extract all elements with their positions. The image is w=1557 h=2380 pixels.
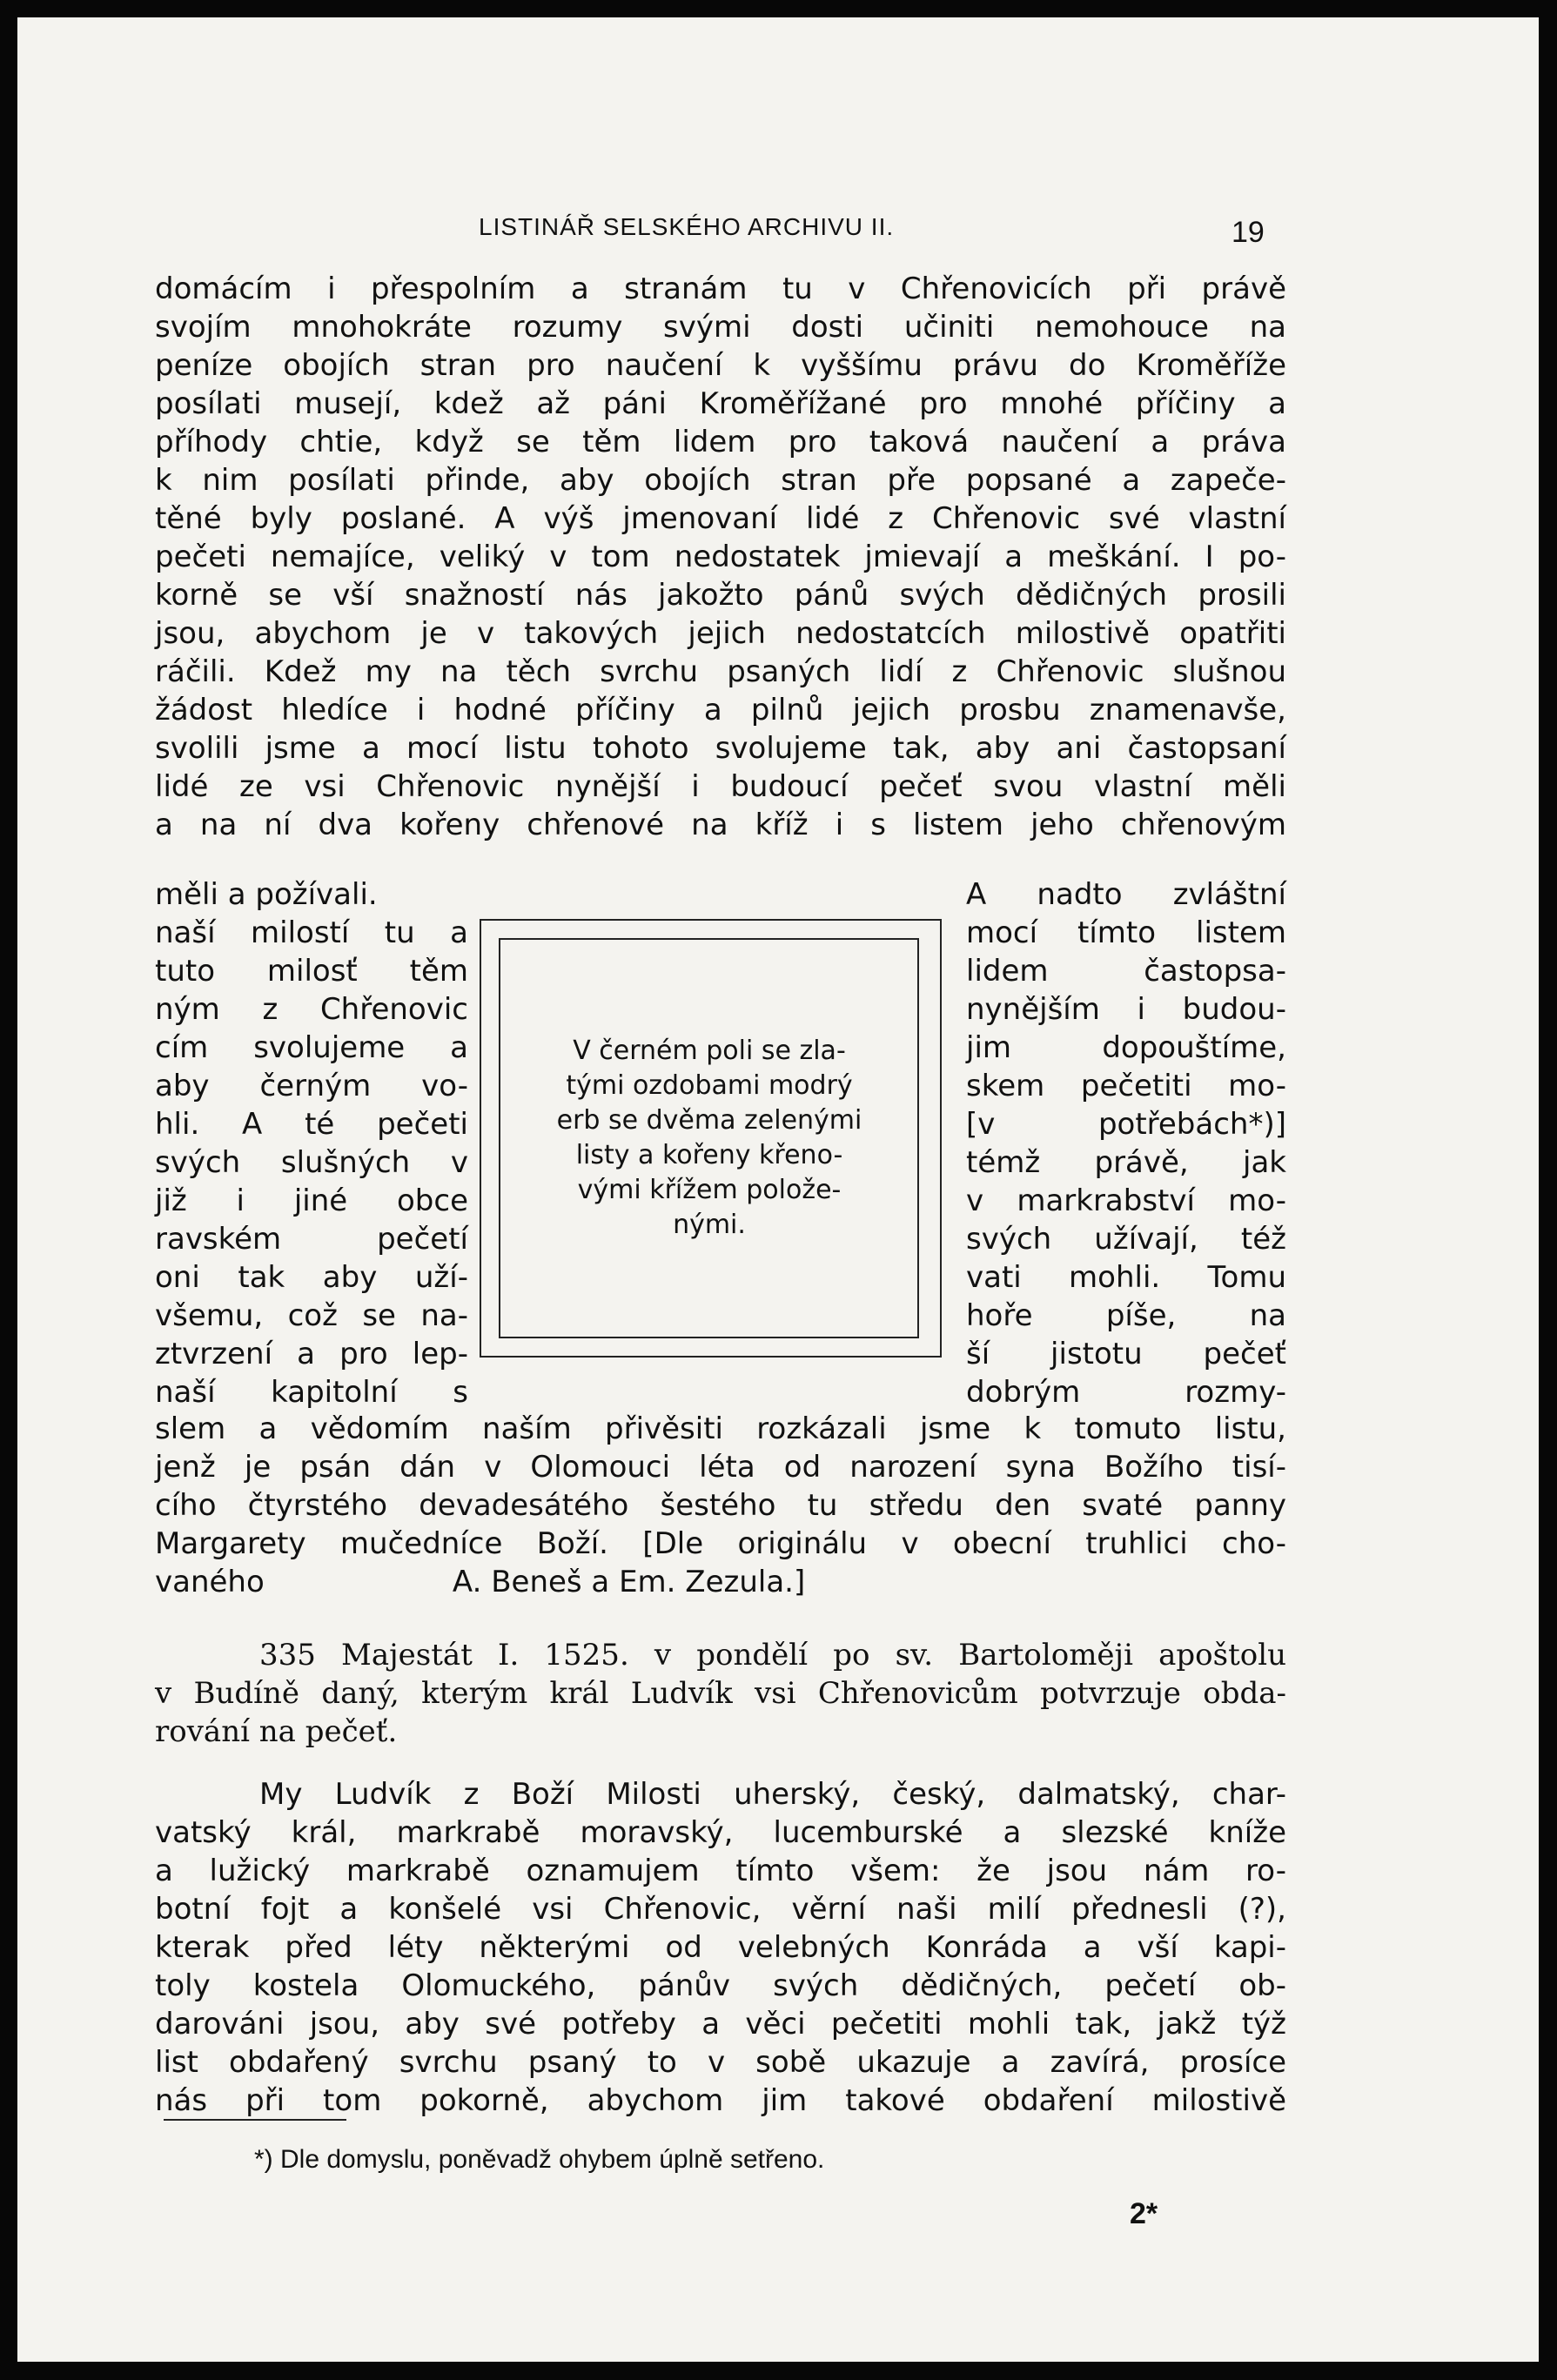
seal-line: listy a kořeny křeno- [575,1140,843,1170]
text-line: nás při tom pokorně, abychom jim takové obdaření milostivě [155,2083,1286,2118]
text-line: vatský král, markrabě moravský, lucemburské a slezské kníže [155,1815,1286,1850]
text-line: pečeti nemajíce, veliký v tom nedostatek jmievají a meškání. I po- [155,540,1286,574]
text-line: list obdařený svrchu psaný to v sobě ukazuje a zavírá, prosíce [155,2045,1286,2080]
text-line: darováni jsou, aby své potřeby a věci pečetiti mohli tak, jakž týž [155,2007,1286,2041]
text-line: témž právě, jak [966,1145,1286,1180]
seal-line: tými ozdobami modrý [566,1070,853,1101]
closing-paragraph [155,1410,1286,1601]
text-line: a lužický markrabě oznamujem tímto všem: že jsou nám ro- [155,1854,1286,1888]
text-line: toly kostela Olomuckého, pánův svých dědičných, pečetí ob- [155,1968,1286,2003]
text-line: ráčili. Kdež my na těch svrchu psaných lidí z Chřenovic slušnou [155,654,1286,689]
text-line: jim dopouštíme, [966,1030,1286,1065]
text-line: ztvrzení a pro lep- [155,1337,468,1371]
text-line: těné byly poslané. A výš jmenovaní lidé z Chřenovic své vlastní [155,501,1286,536]
text-line: a na ní dva kořeny chřenové na kříž i s listem jeho chřenovým [155,808,1286,842]
document-page [17,17,1539,2362]
text-line: svolili jsme a mocí listu tohoto svolujeme tak, aby ani častopsaní [155,731,1286,766]
text-line: A nadto zvláštní [966,877,1286,912]
text-line: skem pečetiti mo- [966,1069,1286,1103]
seal-line: nými. [673,1210,746,1240]
text-line: korně se vší snažností nás jakožto pánů svých dědičných prosili [155,578,1286,613]
text-line: slem a vědomím naším přivěsiti rozkázali jsme k tomuto listu, [155,1411,1286,1446]
seal-line: vými křížem polože- [577,1175,842,1205]
text-line: peníze obojích stran pro naučení k vyššímu právu do Kroměříže [155,348,1286,383]
footnote: *) Dle domyslu, poněvadž ohybem úplně setřeno. [254,2145,825,2174]
right-column-text [966,875,1286,1411]
page-number: 19 [1232,216,1265,249]
text-line: ravském pečetí [155,1222,468,1257]
footnote-rule [164,2119,346,2121]
signature-mark: 2* [1130,2197,1158,2230]
text-line: všemu, což se na- [155,1298,468,1333]
text-line: domácím i přespolním a stranám tu v Chřenovicích při právě [155,272,1286,306]
text-line: rování na pečeť. [155,1714,398,1749]
text-line: My Ludvík z Boží Milosti uherský, český, dalmatský, char- [259,1777,1286,1812]
text-line: lidem častopsa- [966,954,1286,989]
text-line: jsou, abychom je v takových jejich nedostatcích milostivě opatřiti [155,616,1286,651]
left-column-text [155,875,468,1411]
text-line: tuto milosť těm [155,954,468,989]
charter-text [155,1775,1286,2120]
text-line: dobrým rozmy- [966,1375,1286,1410]
text-line: 335 Majestát I. 1525. v pondělí po sv. Bartoloměji apoštolu [259,1638,1286,1673]
text-line: naší milostí tu a [155,915,468,950]
text-line: v markrabství mo- [966,1183,1286,1218]
text-line: botní fojt a konšelé vsi Chřenovic, věrní naši milí přednesli (?), [155,1892,1286,1927]
text-line: hli. A té pečeti [155,1107,468,1142]
seal-line: erb se dvěma zelenými [556,1105,862,1136]
text-line: jenž je psán dán v Olomouci léta od narození syna Božího tisí- [155,1450,1286,1485]
text-line: kterak před léty některými od velebných Konráda a vší kapi- [155,1930,1286,1965]
entry-335-heading [155,1636,1286,1751]
text-line: posílati musejí, kdež až páni Kroměřížané pro mnohé příčiny a [155,386,1286,421]
running-header: LISTINÁŘ SELSKÉHO ARCHIVU II. [479,213,895,240]
text-line: mocí tímto listem [966,915,1286,950]
text-line: vati mohli. Tomu [966,1260,1286,1295]
text-line: vaného A. Beneš a Em. Zezula.] [155,1565,806,1599]
text-line: naší kapitolní s [155,1375,468,1410]
text-line: svojím mnohokráte rozumy svými dosti učiniti nemohouce na [155,310,1286,345]
text-line: žádost hledíce i hodné příčiny a pilnů jejich prosbu znamenavše, [155,693,1286,727]
text-line: cím svolujeme a [155,1030,468,1065]
main-paragraph [155,270,1286,844]
text-line: již i jiné obce [155,1183,468,1218]
text-line: aby černým vo- [155,1069,468,1103]
text-line: lidé ze vsi Chřenovic nynější i budoucí pečeť svou vlastní měli [155,769,1286,804]
text-line: měli a požívali. [155,877,378,912]
text-line: hoře píše, na [966,1298,1286,1333]
text-line: ným z Chřenovic [155,992,468,1027]
text-line: k nim posílati přinde, aby obojích stran pře popsané a zapeče- [155,463,1286,498]
text-line: v Budíně daný, kterým král Ludvík vsi Chřenovicům potvrzuje obda- [155,1676,1286,1711]
text-line: nynějším i budou- [966,992,1286,1027]
text-line: oni tak aby uží- [155,1260,468,1295]
text-line: Margarety mučedníce Boží. [Dle originálu v obecní truhlici cho- [155,1526,1286,1561]
text-line: cího čtyrstého devadesátého šestého tu středu den svaté panny [155,1488,1286,1523]
seal-description [527,1034,892,1243]
text-line: [v potřebách*)] [966,1107,1286,1142]
seal-line: V černém poli se zla- [573,1036,846,1066]
text-line: svých slušných v [155,1145,468,1180]
text-line: svých užívají, též [966,1222,1286,1257]
text-line: ší jistotu pečeť [966,1337,1286,1371]
text-line: příhody chtie, když se těm lidem pro taková naučení a práva [155,425,1286,459]
